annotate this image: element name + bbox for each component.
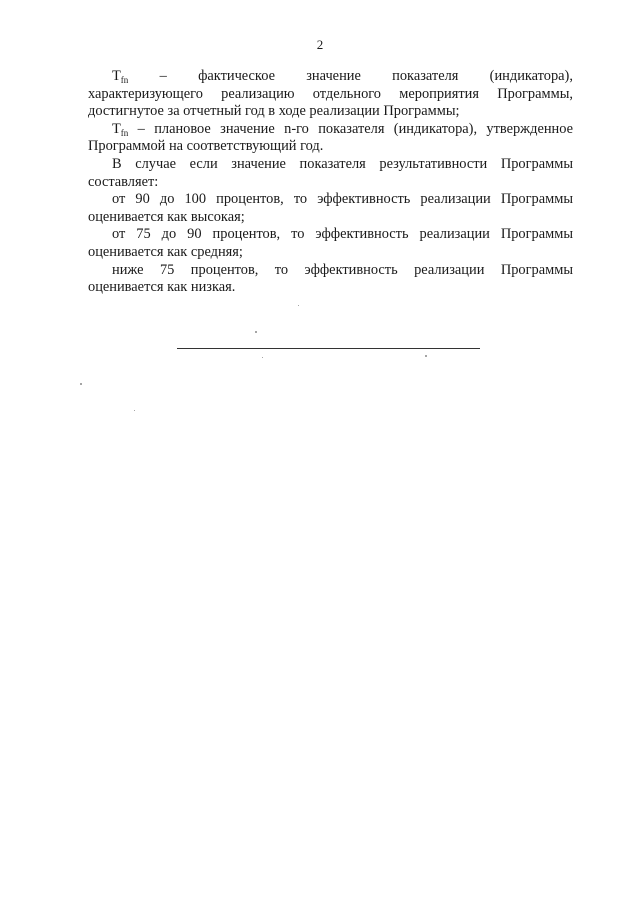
document-body <box>88 68 573 297</box>
page-number: 2 <box>316 37 324 52</box>
definition-actual-line1 <box>88 68 573 86</box>
scan-speck <box>80 383 82 385</box>
paragraph-low: ниже 75 процентов, то эффективность реализации Программы оценивается как низкая. <box>88 261 573 296</box>
paragraph-medium: от 75 до 90 процентов, то эффективность реализации Программы оценивается как средняя; <box>88 226 573 260</box>
paragraph-high: от 90 до 100 процентов, то эффективность реализации Программы оценивается как высокая; <box>88 191 573 225</box>
definition-planned: $T_{fn}$ – плановое значение n-го показателя (индикатора), утвержденное Программой на соответствующий год. <box>88 120 573 155</box>
scan-speck <box>255 331 257 333</box>
symbol-actual: $T_{fn}$ <box>112 68 129 85</box>
scan-speck <box>425 355 427 357</box>
dash: – <box>159 68 167 84</box>
scan-speck <box>134 410 135 411</box>
scan-speck <box>262 357 263 358</box>
word-1: фактическое <box>198 68 275 84</box>
word-2: значение <box>306 68 361 84</box>
word-4: (индикатора), <box>489 68 573 84</box>
definition-actual-line3: достигнутое за отчетный год в ходе реализации Программы; <box>88 103 460 120</box>
end-rule <box>177 348 480 349</box>
paragraph-condition: В случае если значение показателя результативности Программы составляет: <box>88 155 573 190</box>
word-3: показателя <box>392 68 459 84</box>
scan-speck <box>298 305 299 306</box>
definition-actual-line2: характеризующего реализацию отдельного мероприятия Программы, <box>88 85 573 102</box>
